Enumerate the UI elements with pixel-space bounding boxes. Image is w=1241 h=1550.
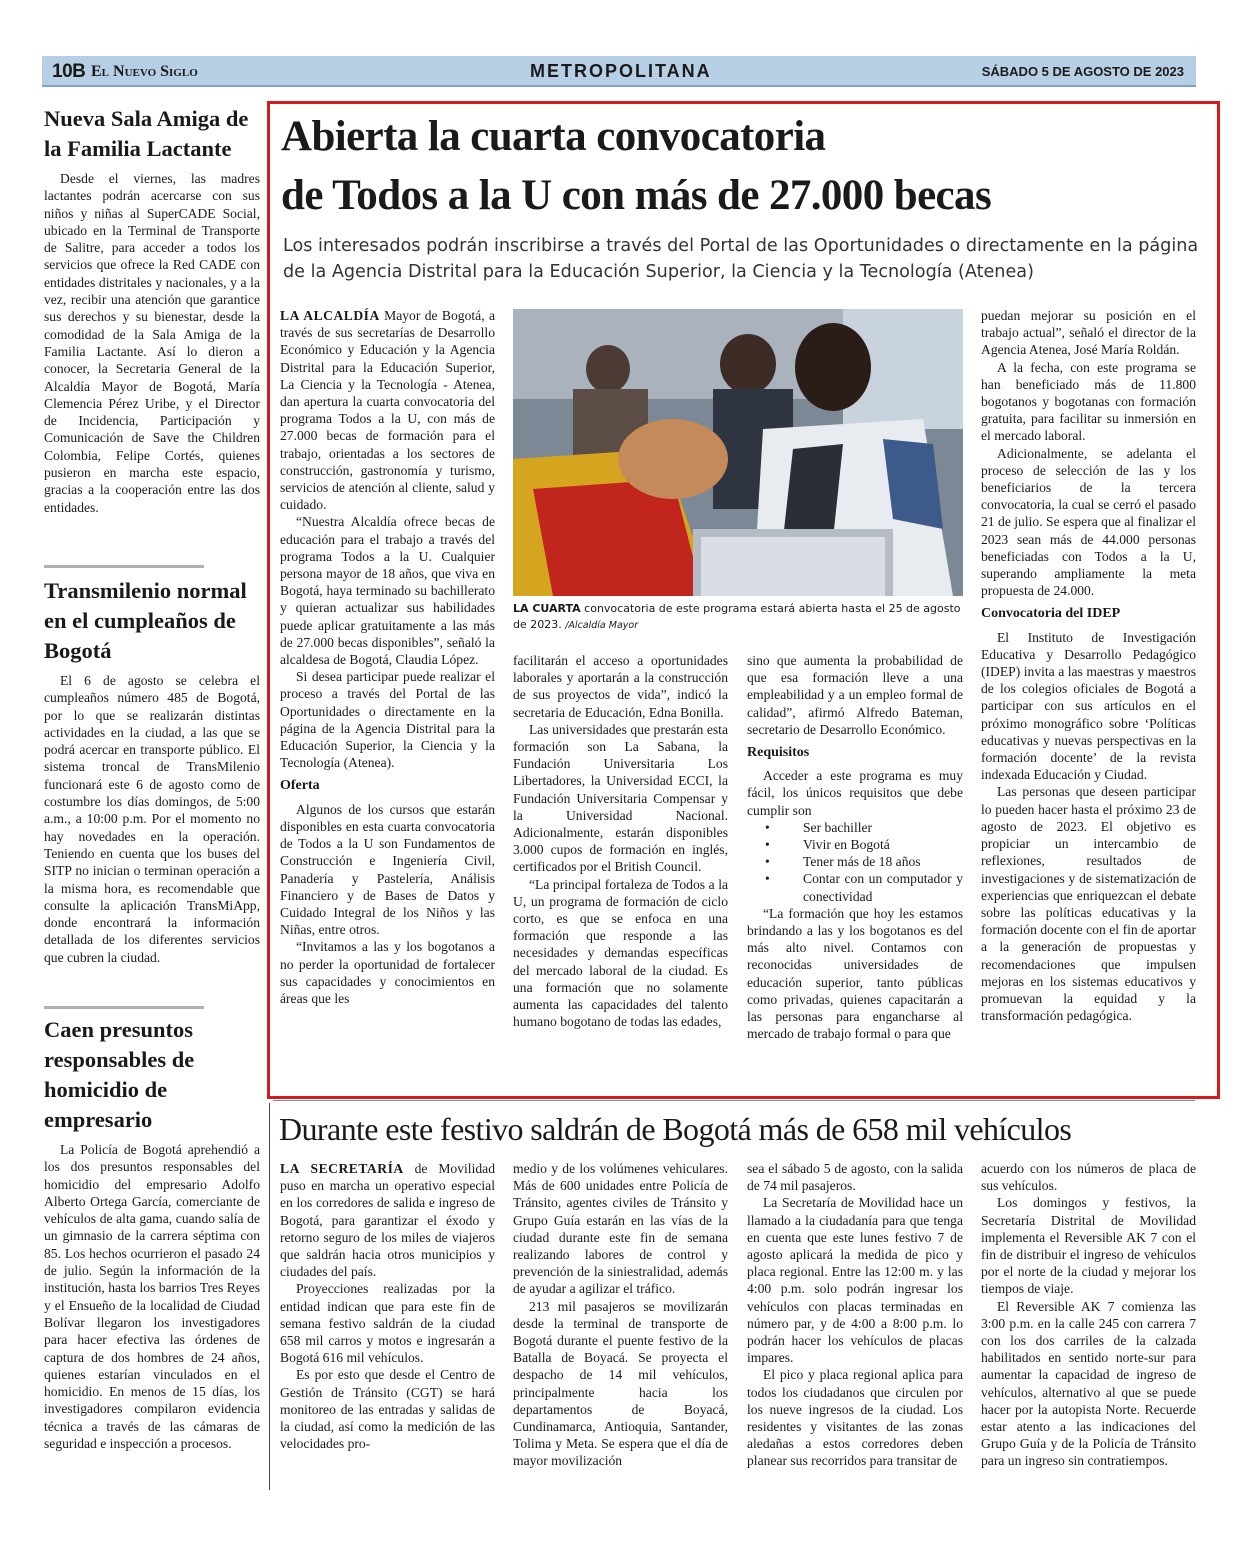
requirements-list xyxy=(747,819,963,905)
article-column-1: LA ALCALDÍA Mayor de Bogotá, a través de sus secretarías de Desarrollo Económico y Educación y la Agencia Distrital para la Educación Superior, La Ciencia y la Tecnología - Atenea, dan apertura la cuarta convocatoria del programa Todos a la U, con más de 27.000 becas de formación para el trabajo, orientadas a los sectores de construcción, gastronomía y turismo, servicios de atención al cliente, salud y cuidado. “Nuestra Alcaldía ofrece becas de educación para el trabajo a través del programa Todos a la U. Cualquier persona mayor de 18 años, que viva en Bogotá, haya terminado su bachillerato y quieran actualizar sus habilidades puede aplicar gratuitamente a las más de 27.000 becas disponibles”, señaló la alcaldesa de Bogotá, Claudia López. Si desea participar puede realizar el proceso a través del Portal de las Oportunidades o directamente en la página de la Agencia Distrital para la Educación Superior, la Ciencia y la Tecnología (Atenea). Oferta Algunos de los cursos que estarán disponibles en esta cuarta convocatoria de Todos a la U son Fundamentos de Construcción e Ingeniería Civil, Panadería y Pastelería, Análisis Financiero y de Bases de Datos y Cuidado Integral de los Niños y las Niñas, entre otros. “Invitamos a las y los bogotanos a no perder la oportunidad de fortalecer sus capacidades y conocimientos en áreas que les xyxy=(280,308,495,1006)
brief-body: El 6 de agosto se celebra el cumpleaños número 485 de Bogotá, por lo que se realizarán distintas actividades en la ciudad, a las que se podrá acercar en transporte público. El sistema troncal de TransMilenio funcionará este 6 de agosto como de costumbre los días domingos, de 5:00 a.m., a 10:00 p.m. Por el momento no hay novedades en la operación. Teniendo en cuenta que los buses del SITP no inician o terminan operación a la misma hora, es recomendable que consulte la aplicación TransMiApp, donde encontrará la información detallada de los diferentes servicios que cubren la ciudad. xyxy=(44,673,260,965)
brief-sala-amiga xyxy=(44,104,260,516)
newspaper-name: El Nuevo Siglo xyxy=(91,63,198,80)
divider xyxy=(44,565,204,568)
article-column-2: facilitarán el acceso a oportunidades laborales y aportarán a la construcción de sus proyectos de vida”, indicó la secretaria de Educación, Edna Bonilla. Las universidades que prestarán esta formación son La Sabana, la Fundación Universitaria Los Libertadores, la Universidad ECCI, la Fundación Universitaria Compensar y la Universidad Nacional. Adicionalmente, estarán disponibles 3.000 cupos de formación en inglés, certificados por el British Council. “La principal fortaleza de Todos a la U, un programa de formación de ciclo corto, es que se enfoca en una formación que responde a las necesidades y demandas específicas del mercado laboral de la ciudad. Es una formación que no solamente aumenta las capacidades del talento humano bogotano de todas las edades, xyxy=(513,653,728,1030)
divider xyxy=(44,1006,204,1009)
article-subheadline: Los interesados podrán inscribirse a través del Portal de las Oportunidades o directamente en la página de la Agencia Distrital para la Educación Superior, la Ciencia y la Tecnología (Atenea) xyxy=(283,236,1199,282)
brief-transmilenio xyxy=(44,576,260,966)
lead-word: LA ALCALDÍA xyxy=(280,308,380,323)
list-item: • Vivir en Bogotá xyxy=(747,836,963,853)
brief-body: Desde el viernes, las madres lactantes podrán acercarse con sus niños y niñas al SuperCADE Social, ubicado en la Terminal de Transporte de Salitre, para acceder a todos los servicios que ofrece la Red CADE con entidades distritales y nacionales, y a la vez, recibir una atención que garantice sus derechos y su bienestar, desde la comodidad de la Sala Amiga de la Familia Lactante. Así lo dieron a conocer, la Secretaria General de la Alcaldía Mayor de Bogotá, María Clemencia Pérez Uribe, y el Director de Incidencia, Participación y Comunicación de Save the Children Colombia, Felipe Cortés, quienes pusieron en marcha este espacio, gracias a la cooperación entre las dos entidades. xyxy=(44,171,260,515)
section-heading: Oferta xyxy=(280,778,320,794)
list-item: • Contar con un computador y conectividad xyxy=(747,870,963,904)
photo-caption: LA CUARTA convocatoria de este programa estará abierta hasta el 25 de agosto de 2023. /Alcaldía Mayor xyxy=(513,602,961,631)
second-column-4: acuerdo con los números de placa de sus vehículos. Los domingos y festivos, la Secretaría Distrital de Movilidad implementa el Reversible AK 7 con el fin de distribuir el ingreso de vehículos por el norte de la ciudad y mejorar los tiempos de viaje. El Reversible AK 7 comienza las 3:00 p.m. en la calle 245 con carrera 7 con los dos carriles de la calzada habilitados en sentido norte-sur para aumentar la capacidad de ingreso de vehículos, alternativo al que se puede hacer por la autopista Norte. Recuerde estar atento a las indicaciones del Grupo Guía y de la Policía de Tránsito para un ingreso sin contratiempos. xyxy=(981,1161,1196,1469)
article-headline: Abierta la cuarta convocatoria de Todos a la U con más de 27.000 becas xyxy=(281,113,992,219)
brief-homicidio xyxy=(44,1015,260,1452)
divider xyxy=(273,1100,1195,1101)
lead-word: LA SECRETARÍA xyxy=(280,1161,404,1176)
column-rule xyxy=(269,1103,270,1490)
section-name: METROPOLITANA xyxy=(530,61,712,81)
page-number: 10B xyxy=(52,61,86,82)
article-column-4: puedan mejorar su posición en el trabajo actual”, señaló el director de la Agencia Atenea, José María Roldán. A la fecha, con este programa se han beneficiado más de 11.800 bogotanos y bogotanas con formación gratuita, para facilitar su inmersión en el mercado laboral. Adicionalmente, se adelanta el proceso de selección de las y los beneficiarios de la tercera convocatoria, la cual se cerró el pasado 21 de julio. Se espera que al finalizar el 2023 sean más de 44.000 personas beneficiadas con Todos a la U, superando ampliamente la meta propuesta de 24.000. Convocatoria del IDEP El Instituto de Investigación Educativa y Desarrollo Pedagógico (IDEP) invita a las maestras y maestros de los colegios oficiales de Bogotá a participar con sus artículos en el próximo monográfico sobre ‘Políticas educativas y nuevas perspectivas en la formación docente’ de la revista indexada Educación y Ciudad. Las personas que deseen participar lo pueden hacer hasta el próximo 23 de agosto de 2023. El objetivo es propiciar un intercambio de reflexiones, resultados de investigaciones y de sistematización de experiencias que enriquezcan el debate sobre las políticas educativas y la formación docente con el fin de aportar a la generación de propuestas y recomendaciones que impulsen mejoras en los sistemas educativos y promuevan la equidad y la transformación pedagógica. xyxy=(981,308,1196,1024)
photo-credit: /Alcaldía Mayor xyxy=(565,620,639,631)
article-column-3: sino que aumenta la probabilidad de que esa formación lleve a una empleabilidad y a un empleo formal de calidad”, afirmó Alfredo Bateman, secretario de Desarrollo Económico. Requisitos Acceder a este programa es muy fácil, los únicos requisitos que debe cumplir son • Ser bachiller • Vivir en Bogotá • Tener más de 18 años • Contar con un computador y conectividad “La formación que hoy les estamos brindando a las y los bogotanos es del más alto nivel. Contamos con reconocidas universidades de educación superior, tanto públicas como privadas, quienes capacitarán a las personas para engancharse al mercado de trabajo formal o para que xyxy=(747,652,963,1042)
brief-title: Nueva Sala Amiga de la Familia Lactante xyxy=(44,106,249,161)
section-heading: Requisitos xyxy=(747,745,810,761)
list-item: • Tener más de 18 años xyxy=(747,853,963,870)
article-photo xyxy=(513,309,963,596)
second-column-1: LA SECRETARÍA de Movilidad puso en marcha un operativo especial en los corredores de salida e ingreso de Bogotá, para garantizar el éxodo y retorno seguro de los miles de viajeros que saldrán hacia otros municipios y ciudades del país. Proyecciones realizadas por la entidad indican que para este fin de semana festivo saldrán de la ciudad 658 mil carros y motos e ingresarán a Bogotá 616 mil vehículos. Es por esto que desde el Centro de Gestión de Tránsito (CGT) se hará monitoreo de las entradas y salidas de la ciudad, así como la medición de las velocidades pro- xyxy=(280,1161,495,1452)
second-column-2: medio y de los volúmenes vehiculares. Más de 600 unidades entre Policía de Tránsito, agentes civiles de Tránsito y Grupo Guía estarán en las vías de la ciudad durante este fin de semana realizando labores de control y prevención de la siniestralidad, además de ayudar a agilizar el tráfico. 213 mil pasajeros se movilizarán desde la terminal de transporte de Bogotá durante el puente festivo de la Batalla de Boyacá. Se proyecta el despacho de 14 mil vehículos, principalmente hacia los departamentos de Boyacá, Cundinamarca, Antioquia, Santander, Tolima y Meta. Se espera que el día de mayor movilización xyxy=(513,1161,728,1469)
brief-title: Caen presuntos responsables de homicidio de empresario xyxy=(44,1017,195,1132)
section-heading: Convocatoria del IDEP xyxy=(981,606,1121,622)
brief-body: La Policía de Bogotá aprehendió a los dos presuntos responsables del homicidio del empresario Adolfo Alberto Ortega García, comerciante de vehículos de alta gama, cuando salía de un gimnasio de la carrera séptima con 85. Los hechos ocurrieron el pasado 24 de julio. Según la información de la institución, hasta los barrios Tres Reyes y el Ensueño de la localidad de Ciudad Bolívar llegaron los investigadores para hacer efectiva las órdenes de captura de dos hombres de 24 años, quienes estarían vinculados en el homicidio. En menos de 15 días, los investigadores compilaron evidencia técnica a través de las cámaras de seguridad e inspección a procesos. xyxy=(44,1142,260,1452)
list-item: • Ser bachiller xyxy=(747,819,963,836)
issue-date: SÁBADO 5 DE AGOSTO DE 2023 xyxy=(981,64,1184,79)
brief-title: Transmilenio normal en el cumpleaños de Bogotá xyxy=(44,578,247,663)
second-headline: Durante este festivo saldrán de Bogotá más de 658 mil vehículos xyxy=(279,1111,1072,1147)
page-header xyxy=(42,56,1196,87)
second-column-3: sea el sábado 5 de agosto, con la salida de 74 mil pasajeros. La Secretaría de Movilidad hace un llamado a la ciudadanía para que tenga en cuenta que este lunes festivo 7 de agosto aplicará la medida de pico y placa regional. Entre las 12:00 m. y las 4:00 p.m. solo podrán ingresar los vehículos con placas terminadas en número par, y de 4:00 a 8:00 p.m. lo podrán hacer los vehículos de placas impares. El pico y placa regional aplica para todos los ciudadanos que circulen por los nueve ingresos de la ciudad. Los residentes y visitantes de las zonas aledañas a estos corredores deben planear sus recorridos para transitar de xyxy=(747,1161,963,1469)
